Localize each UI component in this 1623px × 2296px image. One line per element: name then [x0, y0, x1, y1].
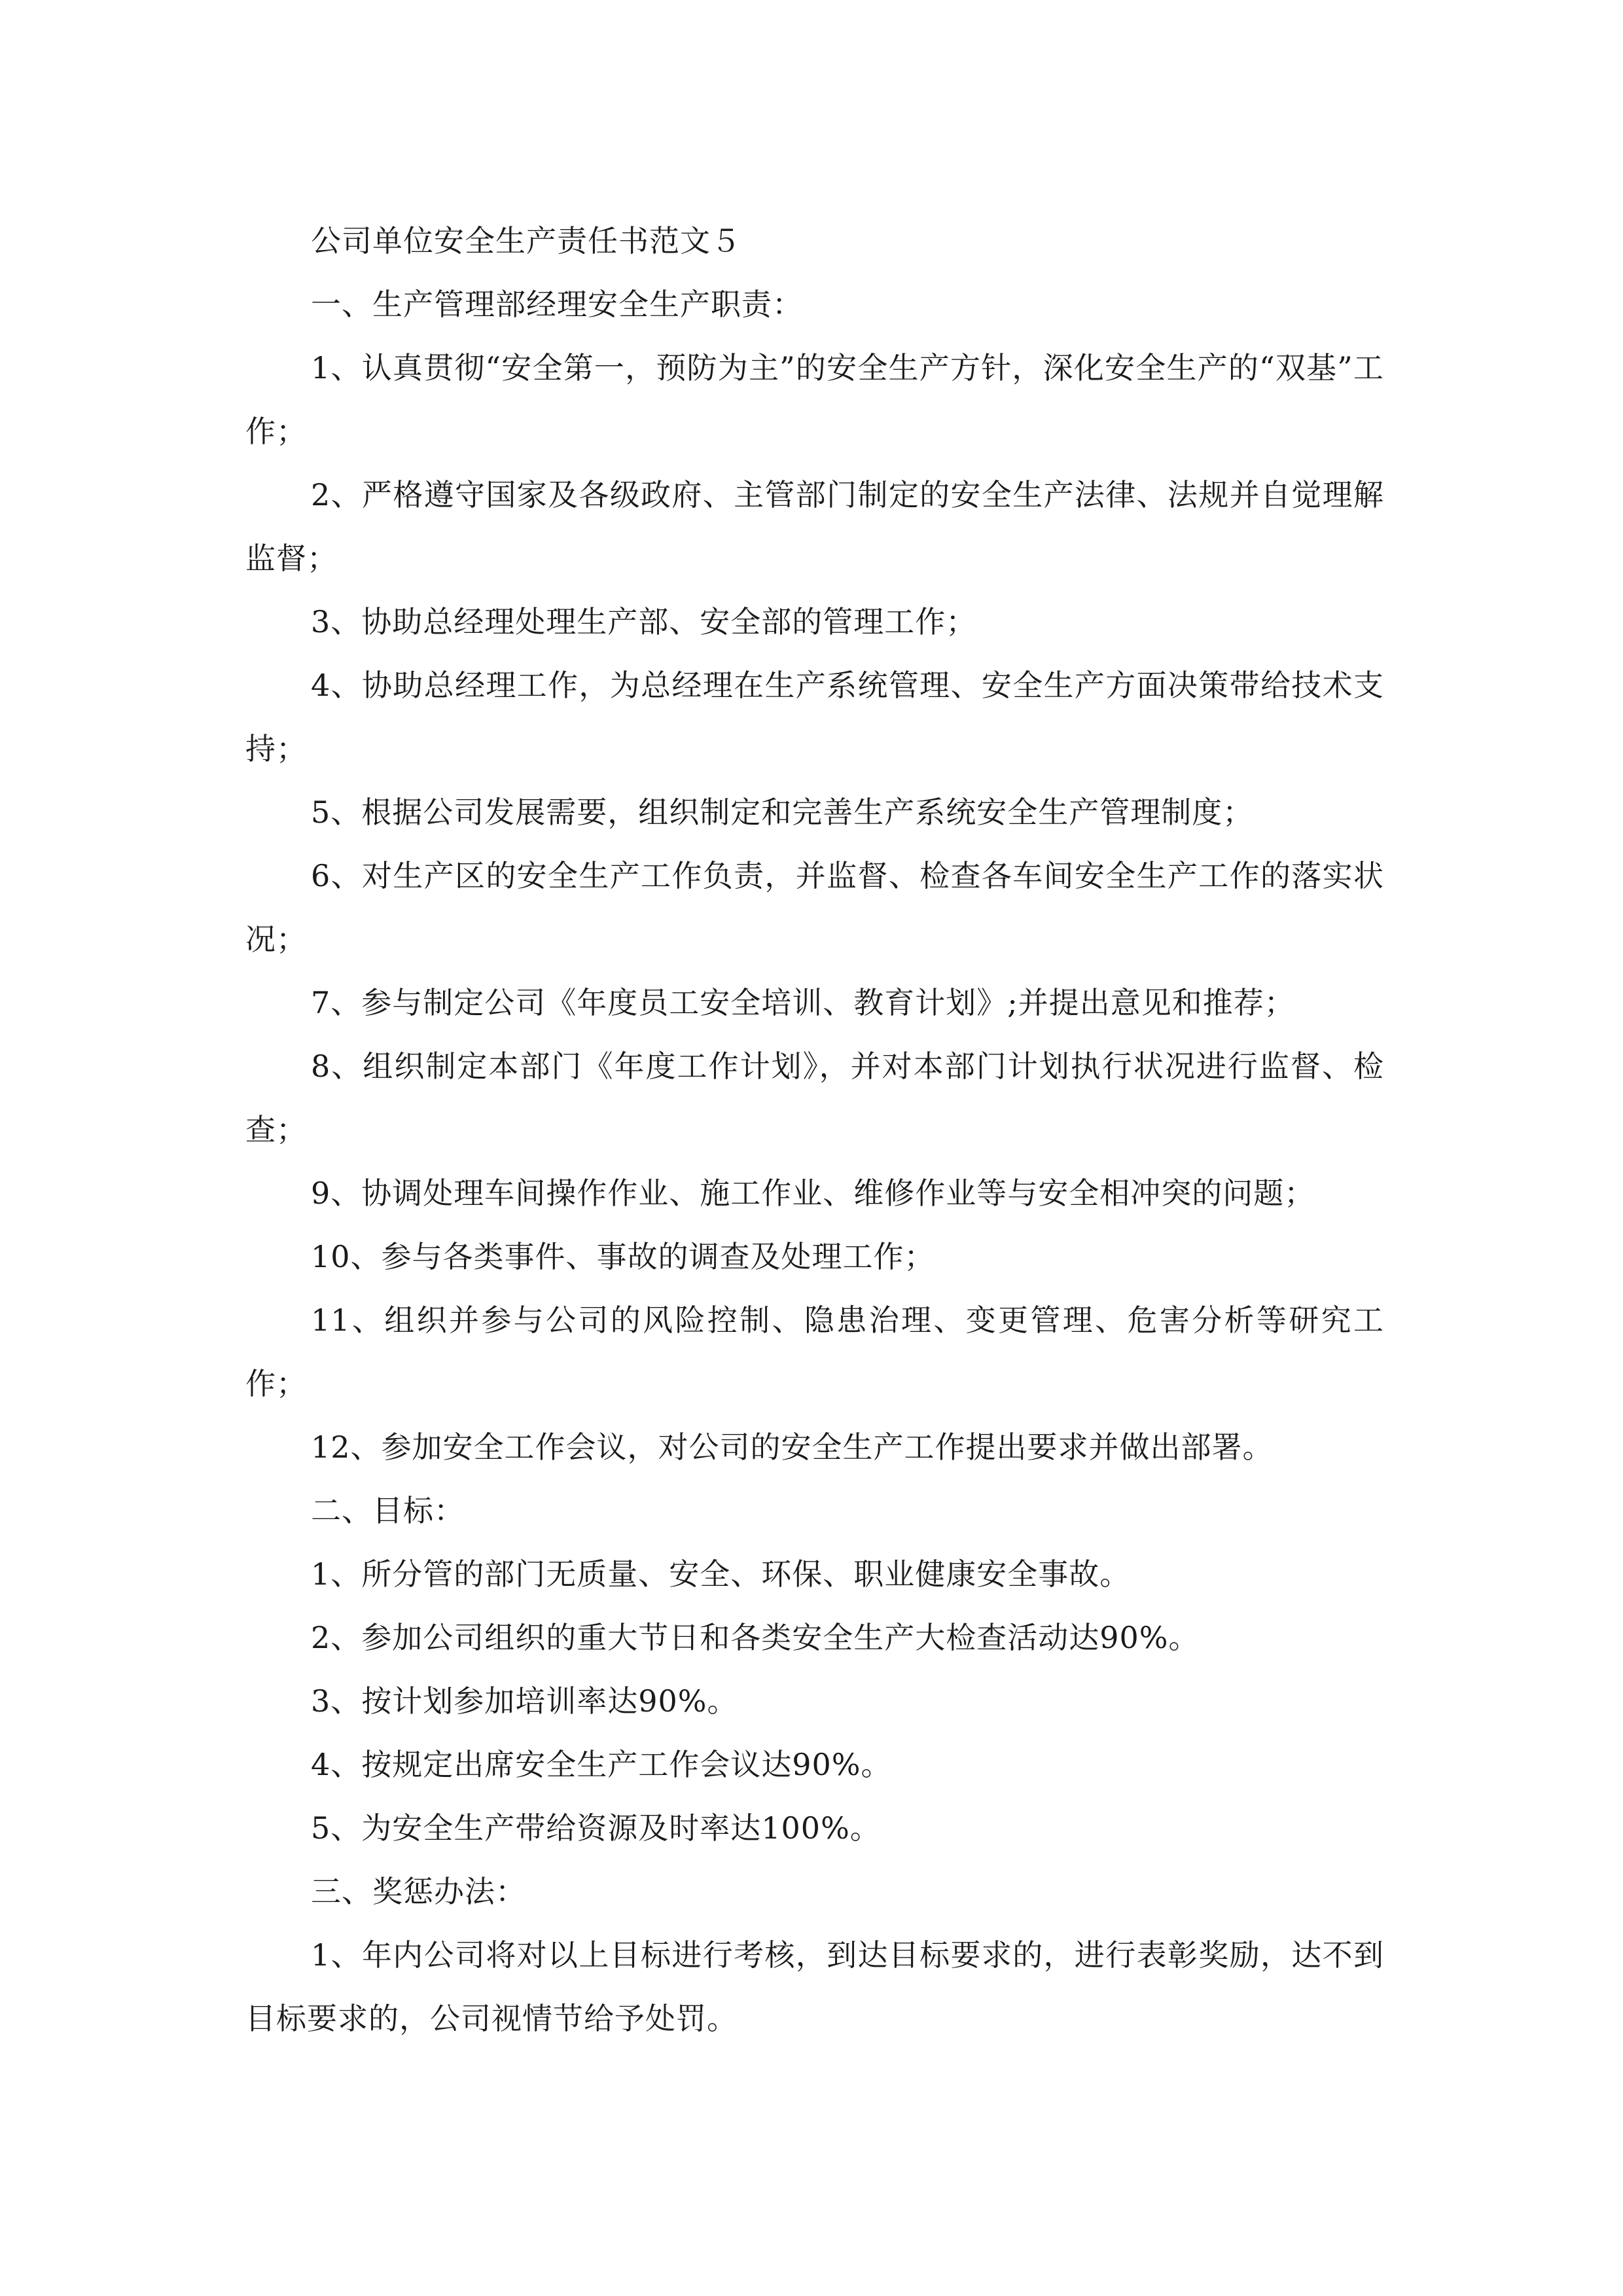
- document-body: [245, 209, 1384, 2051]
- reward-item-1: 1、年内公司将对以上目标进行考核，到达目标要求的，进行表彰奖励，达不到目标要求的，公司视情节给予处罚。: [245, 1937, 1384, 2036]
- duty-item-7: 7、参与制定公司《年度员工安全培训、教育计划》;并提出意见和推荐；: [311, 985, 1295, 1020]
- duty-item-12: 12、参加安全工作会议，对公司的安全生产工作提出要求并做出部署。: [311, 1429, 1274, 1465]
- goal-item-2: 2、参加公司组织的重大节日和各类安全生产大检查活动达90%。: [311, 1620, 1200, 1655]
- duty-item-1: 1、认真贯彻“安全第一，预防为主”的安全生产方针，深化安全生产的“双基”工作；: [245, 350, 1384, 449]
- duty-item-9: 9、协调处理车间操作作业、施工作业、维修作业等与安全相冲突的问题；: [311, 1175, 1315, 1211]
- goal-item-1: 1、所分管的部门无质量、安全、环保、职业健康安全事故。: [311, 1556, 1131, 1592]
- duty-item-4: 4、协助总经理工作，为总经理在生产系统管理、安全生产方面决策带给技术支持；: [245, 668, 1384, 766]
- duty-item-11: 11、组织并参与公司的风险控制、隐患治理、变更管理、危害分析等研究工作；: [245, 1302, 1384, 1401]
- duty-item-3: 3、协助总经理处理生产部、安全部的管理工作；: [311, 604, 977, 639]
- goal-item-5: 5、为安全生产带给资源及时率达100%。: [311, 1810, 881, 1846]
- section-heading-duties: 一、生产管理部经理安全生产职责：: [311, 287, 803, 322]
- duty-item-8: 8、组织制定本部门《年度工作计划》，并对本部门计划执行状况进行监督、检查；: [245, 1049, 1384, 1147]
- duty-item-2: 2、严格遵守国家及各级政府、主管部门制定的安全生产法律、法规并自觉理解监督；: [245, 477, 1384, 576]
- document-title: 公司单位安全生产责任书范文５: [311, 223, 741, 259]
- duty-item-5: 5、根据公司发展需要，组织制定和完善生产系统安全生产管理制度；: [311, 795, 1254, 830]
- duty-item-10: 10、参与各类事件、事故的调查及处理工作；: [311, 1239, 935, 1274]
- goal-item-3: 3、按计划参加培训率达90%。: [311, 1683, 738, 1719]
- duty-item-6: 6、对生产区的安全生产工作负责，并监督、检查各车间安全生产工作的落实状况；: [245, 858, 1384, 957]
- section-heading-rewards: 三、奖惩办法：: [311, 1874, 526, 1909]
- section-heading-goals: 二、目标：: [311, 1493, 465, 1528]
- goal-item-4: 4、按规定出席安全生产工作会议达90%。: [311, 1747, 892, 1782]
